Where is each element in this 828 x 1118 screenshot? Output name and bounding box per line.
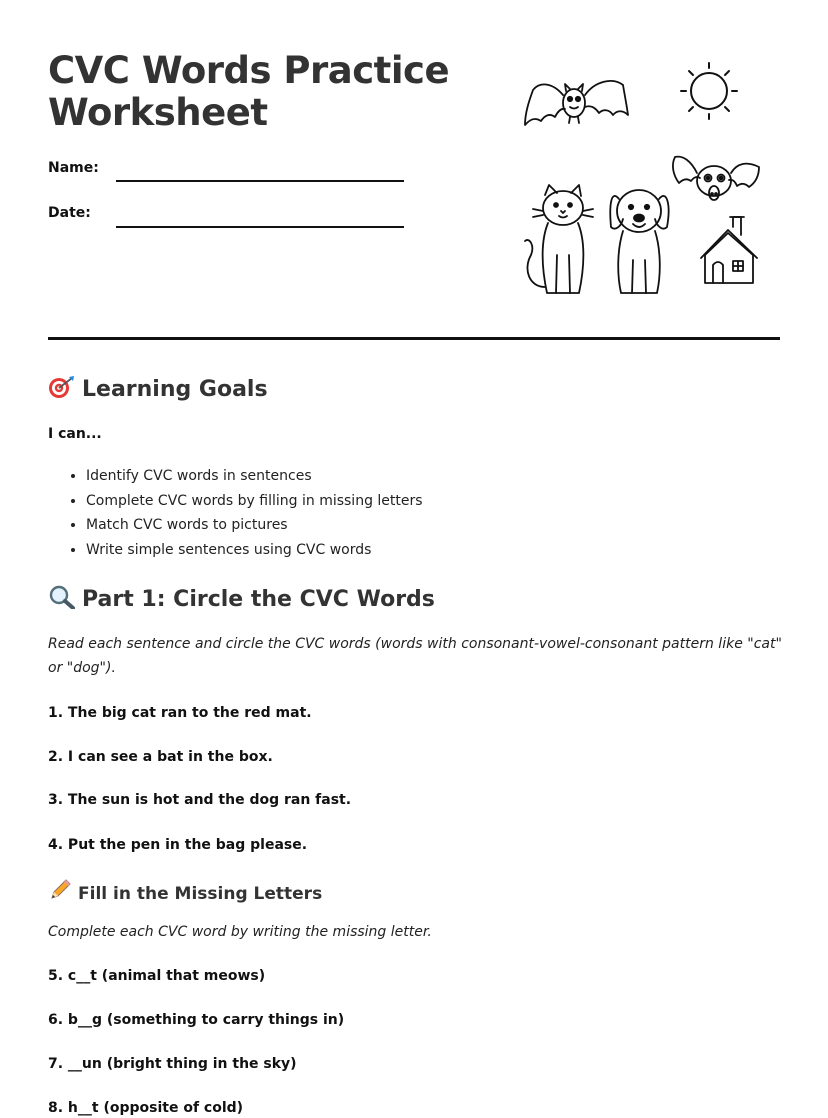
- part1-title: Part 1: Circle the CVC Words: [82, 587, 435, 612]
- fill-item: 6. b__g (something to carry things in): [48, 1012, 345, 1028]
- cat-icon: [525, 185, 593, 293]
- part1-heading: [48, 585, 435, 614]
- fill-title: Fill in the Missing Letters: [78, 884, 323, 904]
- list-item: • Complete CVC words by filling in missing letters: [86, 489, 423, 514]
- sentence-item: 2. I can see a bat in the box.: [48, 749, 273, 765]
- sentence-item: 4. Put the pen in the bag please.: [48, 837, 308, 853]
- bat-icon: [525, 81, 628, 125]
- date-label: Date:: [48, 205, 91, 221]
- learning-goals-heading: [48, 375, 268, 404]
- pig-icon: [673, 157, 759, 200]
- sentence-item: 1. The big cat ran to the red mat.: [48, 705, 312, 721]
- header-divider: [48, 337, 780, 340]
- fill-item: 8. h__t (opposite of cold): [48, 1100, 244, 1116]
- fill-item: 7. __un (bright thing in the sky): [48, 1056, 297, 1072]
- target-icon: [48, 375, 76, 399]
- worksheet-title: CVC Words Practice Worksheet: [48, 49, 450, 134]
- fill-instruction: Complete each CVC word by writing the missing letter.: [48, 924, 432, 940]
- goals-list: [70, 464, 423, 563]
- name-label: Name:: [48, 160, 99, 176]
- magnifier-icon: [48, 585, 76, 609]
- list-item: • Identify CVC words in sentences: [86, 464, 423, 489]
- name-line[interactable]: [116, 180, 404, 182]
- fill-heading: [48, 878, 322, 906]
- list-item: • Write simple sentences using CVC words: [86, 538, 423, 563]
- date-line[interactable]: [116, 226, 404, 228]
- fill-item: 5. c__t (animal that meows): [48, 968, 266, 984]
- dog-icon: [610, 190, 668, 293]
- cvc-illustration: [515, 55, 775, 305]
- pencil-icon: [48, 878, 72, 902]
- learning-goals-title: Learning Goals: [82, 377, 268, 402]
- list-item: • Match CVC words to pictures: [86, 513, 423, 538]
- sentence-item: 3. The sun is hot and the dog ran fast.: [48, 792, 352, 808]
- sun-icon: [681, 63, 737, 119]
- goals-intro: I can...: [48, 426, 102, 442]
- house-icon: [701, 217, 757, 283]
- part1-instruction: Read each sentence and circle the CVC words (words with consonant-vowel-consonant pattern like "cat" or "dog").: [48, 636, 782, 676]
